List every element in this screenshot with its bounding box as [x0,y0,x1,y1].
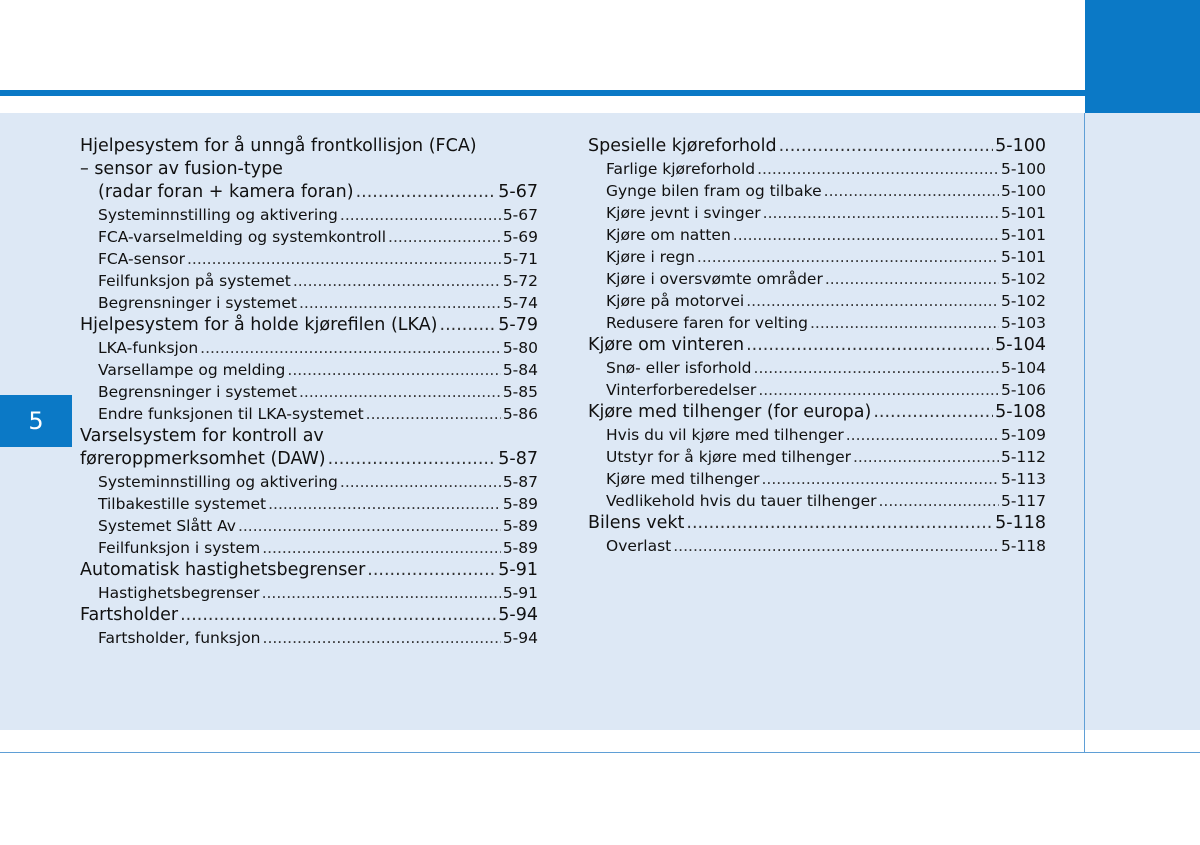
dot-leader [262,537,501,559]
toc-entry-label: Overlast [606,537,672,555]
dot-leader [366,403,501,425]
dot-leader [754,357,999,379]
toc-entry[interactable] [588,334,1046,357]
toc-entry-label: Systemet Slått Av [98,517,236,535]
toc-entry-label: FCA-sensor [98,250,185,268]
toc-entry-page: 5-72 [502,272,538,290]
toc-entry-page: 5-117 [1000,492,1046,510]
toc-entry[interactable] [80,359,538,381]
toc-entry-label: Kjøre med tilhenger (for europa) [588,402,872,422]
toc-entry-page: 5-69 [502,228,538,246]
toc-entry-label: Gynge bilen fram og tilbake [606,182,822,200]
toc-entry-label: Redusere faren for velting [606,314,808,332]
toc-entry-page: 5-86 [502,405,538,423]
toc-entry-page: 5-100 [1000,160,1046,178]
toc-entry-label: Kjøre i oversvømte områder [606,270,823,288]
toc-entry-label: Systeminnstilling og aktivering [98,206,338,224]
toc-entry-page: 5-91 [498,560,538,580]
toc-entry-page: 5-118 [995,513,1046,533]
toc-entry-page: 5-118 [1000,537,1046,555]
toc-entry-page: 5-101 [1000,204,1046,222]
toc-left-column [80,135,538,649]
toc-entry [80,425,538,448]
toc-entry[interactable] [588,424,1046,446]
toc-entry-label: Utstyr for å kjøre med tilhenger [606,448,851,466]
toc-entry-page: 5-84 [502,361,538,379]
toc-entry[interactable] [588,446,1046,468]
toc-entry-page: 5-101 [1000,226,1046,244]
toc-entry[interactable] [80,314,538,337]
toc-entry[interactable] [588,490,1046,512]
toc-entry[interactable] [80,604,538,627]
dot-leader [746,334,993,357]
toc-entry-page: 5-108 [995,402,1046,422]
toc-entry[interactable] [588,512,1046,535]
toc-entry-label: Systeminnstilling og aktivering [98,473,338,491]
toc-entry-page: 5-94 [498,605,538,625]
toc-entry-page: 5-87 [498,449,538,469]
dot-leader [673,535,999,557]
toc-entry-page: 5-109 [1000,426,1046,444]
toc-entry[interactable] [588,468,1046,490]
toc-entry-label: Tilbakestille systemet [98,495,267,513]
dot-leader [757,158,999,180]
toc-entry-label: Varselsystem for kontroll av [80,426,324,446]
toc-entry-label: Hastighetsbegrenser [98,584,260,602]
toc-entry[interactable] [588,535,1046,557]
panel-divider [1084,113,1085,753]
toc-entry-page: 5-85 [502,383,538,401]
toc-entry-label: – sensor av fusion-type [80,159,283,179]
toc-entry-page: 5-79 [498,315,538,335]
toc-entry-page: 5-101 [1000,248,1046,266]
toc-entry[interactable] [588,246,1046,268]
toc-entry-label: Fartsholder, funksjon [98,629,261,647]
toc-entry-page: 5-100 [995,136,1046,156]
dot-leader [697,246,999,268]
toc-entry-label: Automatisk hastighetsbegrenser [80,560,366,580]
toc-entry[interactable] [80,248,538,270]
dot-leader [340,471,501,493]
dot-leader [187,248,501,270]
dot-leader [761,468,998,490]
dot-leader [763,202,999,224]
dot-leader [733,224,999,246]
toc-entry-label: Begrensninger i systemet [98,294,297,312]
toc-entry-page: 5-74 [502,294,538,312]
dot-leader [758,379,999,401]
dot-leader [824,180,999,202]
toc-entry-page: 5-67 [498,182,538,202]
toc-entry-page: 5-71 [502,250,538,268]
toc-entry-label: Spesielle kjøreforhold [588,136,777,156]
toc-entry [80,135,538,158]
toc-entry-label: FCA-varselmelding og systemkontroll [98,228,387,246]
toc-entry-label: Hjelpesystem for å unngå frontkollisjon (FCA) [80,136,477,156]
toc-entry[interactable] [80,381,538,403]
toc-entry-page: 5-112 [1000,448,1046,466]
dot-leader [293,270,501,292]
toc-entry[interactable] [80,403,538,425]
dot-leader [440,314,497,337]
toc-entry[interactable] [588,312,1046,334]
dot-leader [263,627,501,649]
toc-entry[interactable] [588,202,1046,224]
toc-entry-page: 5-102 [1000,270,1046,288]
toc-entry-label: føreroppmerksomhet (DAW) [80,449,326,469]
toc-entry[interactable] [588,357,1046,379]
toc-entry-label: Varsellampe og melding [98,361,286,379]
toc-entry-page: 5-104 [1000,359,1046,377]
dot-leader [779,135,994,158]
dot-leader [238,515,501,537]
toc-entry-page: 5-89 [502,495,538,513]
toc-entry-label: Kjøre i regn [606,248,695,266]
dot-leader [180,604,496,627]
dot-leader [878,490,998,512]
toc-entry-label: Kjøre med tilhenger [606,470,760,488]
toc-entry[interactable] [80,204,538,226]
toc-entry-page: 5-102 [1000,292,1046,310]
toc-entry[interactable] [588,180,1046,202]
chapter-tab[interactable] [0,395,72,447]
toc-entry[interactable] [588,135,1046,158]
dot-leader [200,337,501,359]
dot-leader [686,512,993,535]
corner-tab [1085,0,1200,115]
toc-entry-page: 5-67 [502,206,538,224]
toc-entry[interactable] [80,627,538,649]
dot-leader [746,290,999,312]
toc-entry-label: Vinterforberedelser [606,381,757,399]
toc-entry-label: Farlige kjøreforhold [606,160,756,178]
toc-entry-label: Kjøre jevnt i svinger [606,204,761,222]
dot-leader [853,446,999,468]
toc-entry-label: LKA-funksjon [98,339,199,357]
toc-entry[interactable] [80,471,538,493]
toc-entry-label: Snø- eller isforhold [606,359,752,377]
chapter-number: 5 [28,407,44,435]
toc-entry-page: 5-104 [995,335,1046,355]
toc-entry[interactable] [80,448,538,471]
toc-entry[interactable] [80,537,538,559]
dot-leader [367,559,496,582]
toc-entry[interactable] [80,337,538,359]
toc-entry[interactable] [80,515,538,537]
toc-entry-page: 5-103 [1000,314,1046,332]
dot-leader [810,312,999,334]
toc-entry[interactable] [588,224,1046,246]
toc-entry-label: Kjøre om vinteren [588,335,745,355]
toc-entry[interactable] [80,226,538,248]
toc-entry [80,158,538,181]
toc-entry-page: 5-94 [502,629,538,647]
dot-leader [356,181,497,204]
toc-entry[interactable] [80,270,538,292]
dot-leader [287,359,500,381]
toc-entry[interactable] [80,493,538,515]
toc-entry-page: 5-80 [502,339,538,357]
top-rule [0,90,1085,96]
toc-entry-page: 5-87 [502,473,538,491]
dot-leader [268,493,501,515]
toc-entry-label: Vedlikehold hvis du tauer tilhenger [606,492,877,510]
toc-entry-label: Begrensninger i systemet [98,383,297,401]
toc-entry-label: Feilfunksjon på systemet [98,272,291,290]
toc-entry-page: 5-89 [502,517,538,535]
toc-entry-label: Feilfunksjon i system [98,539,261,557]
dot-leader [299,292,501,314]
toc-entry-page: 5-89 [502,539,538,557]
toc-right-column [588,135,1046,557]
toc-entry-label: Hjelpesystem for å holde kjørefilen (LKA) [80,315,438,335]
toc-entry-label: Kjøre om natten [606,226,731,244]
toc-entry-label: Fartsholder [80,605,179,625]
dot-leader [873,401,993,424]
toc-entry-page: 5-113 [1000,470,1046,488]
dot-leader [262,582,501,604]
toc-entry-label: Bilens vekt [588,513,685,533]
toc-entry-page: 5-100 [1000,182,1046,200]
toc-entry-label: Kjøre på motorvei [606,292,745,310]
dot-leader [299,381,501,403]
toc-entry[interactable] [80,582,538,604]
toc-entry-label: Endre funksjonen til LKA-systemet [98,405,364,423]
toc-entry[interactable] [588,158,1046,180]
toc-entry-page: 5-91 [502,584,538,602]
toc-entry[interactable] [588,268,1046,290]
dot-leader [825,268,999,290]
toc-entry-page: 5-106 [1000,381,1046,399]
toc-entry-label: (radar foran + kamera foran) [98,182,354,202]
toc-entry-label: Hvis du vil kjøre med tilhenger [606,426,844,444]
dot-leader [388,226,501,248]
toc-entry[interactable] [80,181,538,204]
dot-leader [846,424,999,446]
toc-entry[interactable] [588,401,1046,424]
bottom-rule [0,752,1200,753]
toc-entry[interactable] [588,379,1046,401]
toc-entry[interactable] [80,559,538,582]
dot-leader [340,204,501,226]
dot-leader [328,448,497,471]
toc-entry[interactable] [588,290,1046,312]
toc-entry[interactable] [80,292,538,314]
